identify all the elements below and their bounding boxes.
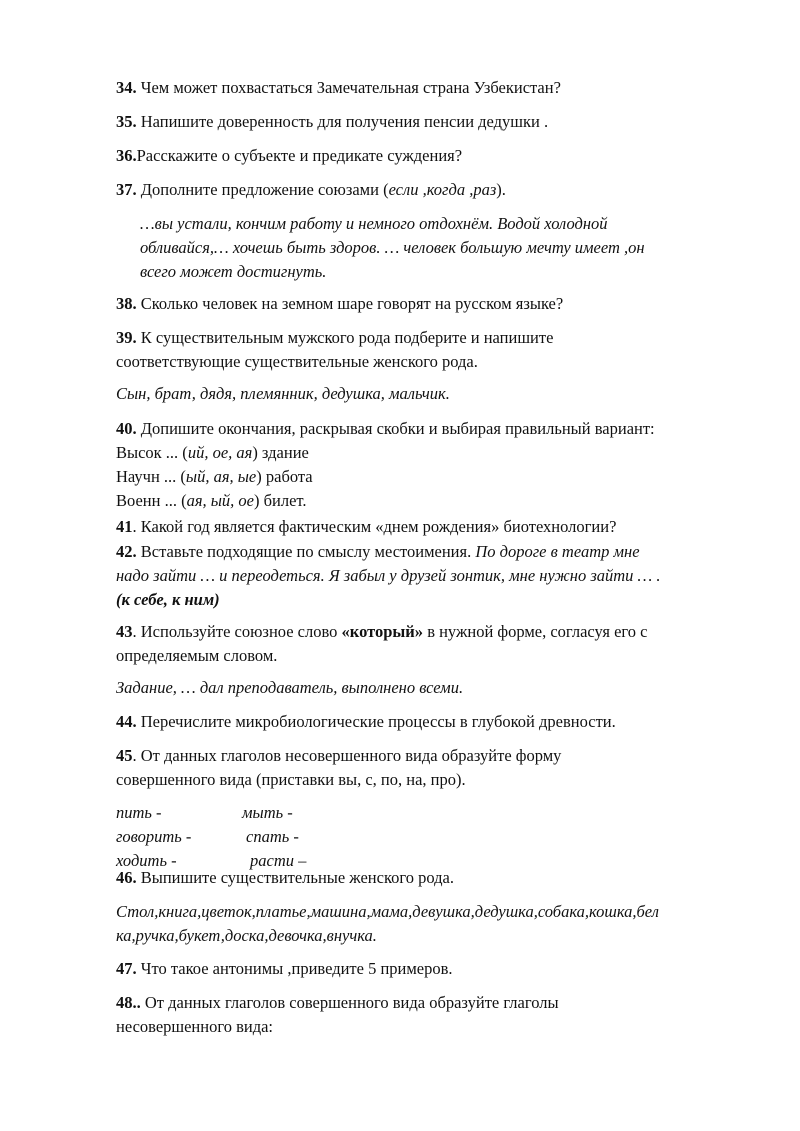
word-list-line: ка,ручка,букет,доска,девочка,внучка. xyxy=(116,926,377,945)
question-text: . От данных глаголов несовершенного вида образуйте форму xyxy=(132,746,562,765)
question-34 xyxy=(116,76,746,100)
question-46-words xyxy=(116,900,746,948)
question-45-verbs xyxy=(116,801,746,873)
row-stem: Научн ... ( xyxy=(116,467,186,486)
question-text-end: ). xyxy=(496,180,506,199)
question-number: 45 xyxy=(116,746,133,765)
question-37 xyxy=(116,178,746,202)
verb-right: расти – xyxy=(250,851,307,870)
verb-right: мыть - xyxy=(242,803,293,822)
question-number: 47. xyxy=(116,959,137,978)
question-text: соответствующие существительные женского рода. xyxy=(116,352,478,371)
question-38 xyxy=(116,292,746,316)
example-line: Задание, … дал преподаватель, выполнено всеми. xyxy=(116,678,464,697)
question-48 xyxy=(116,991,746,1039)
verb-left: пить - xyxy=(116,803,162,822)
example-text: надо зайти … и переодеться. Я забыл у друзей зонтик, мне нужно зайти … . xyxy=(116,566,661,585)
question-41 xyxy=(116,515,746,539)
question-number: 42. xyxy=(116,542,137,561)
verb-left: ходить - xyxy=(116,851,177,870)
question-36 xyxy=(116,144,746,168)
question-text: Выпишите существительные женского рода. xyxy=(136,868,454,887)
question-number: 43 xyxy=(116,622,133,641)
question-text: . Какой год является фактическим «днем рождения» биотехнологии? xyxy=(132,517,617,536)
question-text: К существительным мужского рода подберите и напишите xyxy=(136,328,554,347)
row-noun: ) билет. xyxy=(253,491,307,510)
question-text: Допишите окончания, раскрывая скобки и выбирая правильный вариант: xyxy=(136,419,655,438)
example-line: всего может достигнуть. xyxy=(140,262,327,281)
question-number: 46. xyxy=(116,868,137,887)
question-43 xyxy=(116,620,746,668)
example-line: …вы устали, кончим работу и немного отдохнём. Водой холодной xyxy=(140,214,608,233)
row-stem: Высок ... ( xyxy=(116,443,188,462)
question-text: Дополните предложение союзами ( xyxy=(136,180,389,199)
conjunction-options: если ,когда ,раз xyxy=(388,180,497,199)
row-noun: ) работа xyxy=(256,467,313,486)
question-42 xyxy=(116,540,746,612)
question-number: 48.. xyxy=(116,993,141,1012)
example-text: По дороге в театр мне xyxy=(475,542,640,561)
verb-left: говорить - xyxy=(116,827,192,846)
question-39 xyxy=(116,326,746,374)
question-text: . Используйте союзное слово xyxy=(132,622,342,641)
exercise-row xyxy=(116,441,746,465)
question-35 xyxy=(116,110,746,134)
exercise-row xyxy=(116,489,746,513)
question-text: Что такое антонимы ,приведите 5 примеров. xyxy=(136,959,453,978)
row-options: ая, ый, ое xyxy=(186,491,254,510)
verb-pair xyxy=(116,825,746,849)
question-39-example xyxy=(116,382,746,406)
question-number: 36. xyxy=(116,146,137,165)
word-list-line: Стол,книга,цветок,платье,машина,мама,девушка,дедушка,собака,кошка,бел xyxy=(116,902,659,921)
question-number: 37. xyxy=(116,180,137,199)
verb-right: спать - xyxy=(246,827,299,846)
question-44 xyxy=(116,710,746,734)
question-text: Напишите доверенность для получения пенсии дедушки . xyxy=(136,112,549,131)
question-47 xyxy=(116,957,746,981)
question-number: 41 xyxy=(116,517,133,536)
question-text: совершенного вида (приставки вы, с, по, на, про). xyxy=(116,770,466,789)
keyword: «который» xyxy=(341,622,424,641)
question-43-example xyxy=(116,676,746,700)
question-number: 38. xyxy=(116,294,137,313)
question-text: Вставьте подходящие по смыслу местоимения. xyxy=(136,542,476,561)
question-text: в нужной форме, согласуя его с xyxy=(423,622,648,641)
question-46 xyxy=(116,866,746,890)
question-text: определяемым словом. xyxy=(116,646,278,665)
question-number: 44. xyxy=(116,712,137,731)
verb-pair xyxy=(116,801,746,825)
question-number: 39. xyxy=(116,328,137,347)
row-options: ий, ое, ая xyxy=(187,443,253,462)
question-number: 40. xyxy=(116,419,137,438)
row-noun: ) здание xyxy=(252,443,309,462)
example-line: Сын, брат, дядя, племянник, дедушка, мальчик. xyxy=(116,384,450,403)
question-text: несовершенного вида: xyxy=(116,1017,273,1036)
question-37-example xyxy=(116,212,770,284)
question-text: Сколько человек на земном шаре говорят на русском языке? xyxy=(136,294,564,313)
answer-hint: (к себе, к ним) xyxy=(116,590,220,609)
question-45 xyxy=(116,744,746,792)
question-text: Перечислите микробиологические процессы в глубокой древности. xyxy=(136,712,616,731)
question-text: От данных глаголов совершенного вида образуйте глаголы xyxy=(140,993,559,1012)
example-line: обливайся,… хочешь быть здоров. … человек большую мечту имеет ,он xyxy=(140,238,645,257)
question-40 xyxy=(116,417,746,513)
exercise-row xyxy=(116,465,746,489)
question-text: Расскажите о субъекте и предикате суждения? xyxy=(136,146,463,165)
question-number: 35. xyxy=(116,112,137,131)
row-stem: Военн ... ( xyxy=(116,491,187,510)
row-options: ый, ая, ые xyxy=(185,467,257,486)
question-number: 34. xyxy=(116,78,137,97)
question-text: Чем может похвастаться Замечательная страна Узбекистан? xyxy=(136,78,561,97)
